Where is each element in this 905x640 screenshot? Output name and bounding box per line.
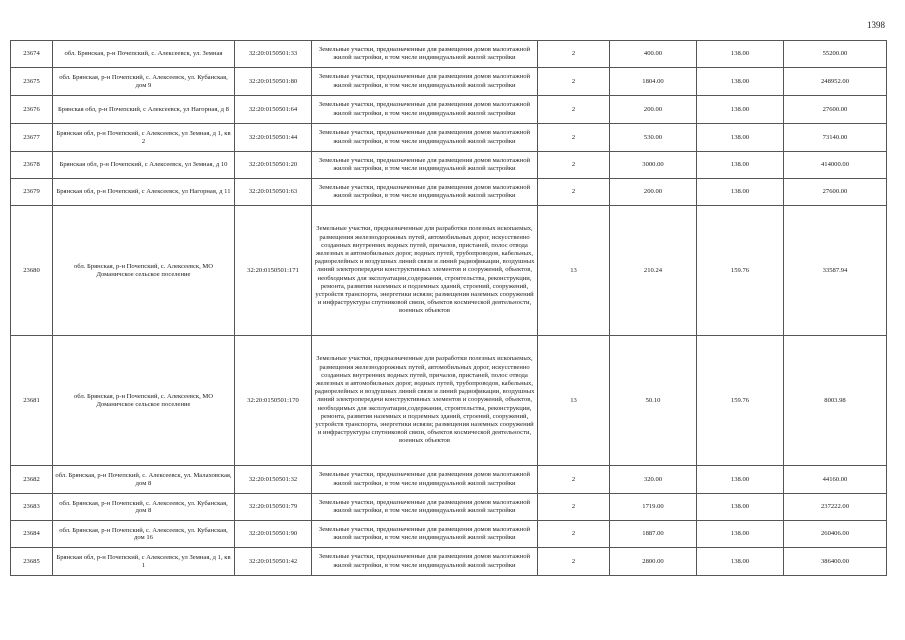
cell-cadastral-number: 32:20:0150501:64 — [235, 96, 312, 124]
cell-cadastral-number: 32:20:0150501:44 — [235, 124, 312, 152]
cell-cadastral-number: 32:20:0150501:32 — [235, 466, 312, 494]
cell-purpose: Земельные участки, предназначенные для размещения домов малоэтажной жилой застройки, в том числе индивидуальной жилой застройки — [312, 521, 538, 548]
cell-number: 23681 — [11, 336, 53, 466]
cell-purpose: Земельные участки, предназначенные для размещения домов малоэтажной жилой застройки, в том числе индивидуальной жилой застройки — [312, 179, 538, 206]
cell-area: 1804.00 — [610, 68, 697, 96]
cell-address: Брянская обл, р-н Почепский, с Алексеевск, ул Нагорная, д 11 — [53, 179, 235, 206]
cell-number: 23677 — [11, 124, 53, 152]
cell-area: 530.00 — [610, 124, 697, 152]
table-row — [11, 466, 887, 494]
cell-rate: 138.00 — [697, 152, 784, 179]
cell-cadastral-number: 32:20:0150501:80 — [235, 68, 312, 96]
table-row — [11, 68, 887, 96]
cell-purpose: Земельные участки, предназначенные для размещения домов малоэтажной жилой застройки, в том числе индивидуальной жилой застройки — [312, 494, 538, 521]
cell-rate: 159.76 — [697, 336, 784, 466]
cell-address: Брянская обл, р-н Почепский, с Алексеевск, ул Нагорная, д 8 — [53, 96, 235, 124]
cell-purpose: Земельные участки, предназначенные для размещения домов малоэтажной жилой застройки, в том числе индивидуальной жилой застройки — [312, 548, 538, 576]
cell-number: 23685 — [11, 548, 53, 576]
table-row — [11, 494, 887, 521]
cell-cadastral-number: 32:20:0150501:170 — [235, 336, 312, 466]
table-row — [11, 96, 887, 124]
cell-value: 237222.00 — [784, 494, 887, 521]
cell-purpose: Земельные участки, предназначенные для разработки полезных ископаемых, размещения железнодорожных путей, автомобильных дорог, искусственно созданных внутренних водных путей, причалов, пристаней, полос отвода железных и автомобильных дорог, водных путей, трубопроводов, кабельных, радиорелейных и воздушных линий связи и линий радиофикации, воздушных линий электропередачи конструктивных элементов и сооружений, объектов, необходимых для эксплуатации,содержания, строительства, реконструкции, ремонта, развития наземных и подземных зданий, строений, сооружений, устройств транспорта, энергетики исвязи; размещения наземных сооружений и инфраструктуры спутниковой связи, объектов космической деятельности, военных объектов — [312, 336, 538, 466]
cell-group-code: 2 — [538, 41, 610, 68]
cell-area: 50.10 — [610, 336, 697, 466]
cell-group-code: 2 — [538, 96, 610, 124]
cell-area: 1719.00 — [610, 494, 697, 521]
cell-purpose: Земельные участки, предназначенные для размещения домов малоэтажной жилой застройки, в том числе индивидуальной жилой застройки — [312, 96, 538, 124]
cell-value: 27600.00 — [784, 96, 887, 124]
cell-rate: 138.00 — [697, 466, 784, 494]
cell-number: 23676 — [11, 96, 53, 124]
cell-cadastral-number: 32:20:0150501:79 — [235, 494, 312, 521]
cell-group-code: 2 — [538, 68, 610, 96]
cell-group-code: 13 — [538, 206, 610, 336]
table-row — [11, 124, 887, 152]
cell-number: 23675 — [11, 68, 53, 96]
cell-group-code: 2 — [538, 466, 610, 494]
cell-area: 3000.00 — [610, 152, 697, 179]
table-row — [11, 336, 887, 466]
cell-address: обл. Брянская, р-н Почепский, с. Алексеевск, ул. Кубанская, дом 9 — [53, 68, 235, 96]
cell-number: 23679 — [11, 179, 53, 206]
cell-rate: 138.00 — [697, 96, 784, 124]
cell-address: обл. Брянская, р-н Почепский, с. Алексеевск, МО Доманичское сельское поселение — [53, 206, 235, 336]
cell-cadastral-number: 32:20:0150501:42 — [235, 548, 312, 576]
cell-rate: 138.00 — [697, 494, 784, 521]
cell-address: обл. Брянская, р-н Почепский, с. Алексеевск, ул. Кубанская, дом 16 — [53, 521, 235, 548]
table-row — [11, 41, 887, 68]
cell-purpose: Земельные участки, предназначенные для разработки полезных ископаемых, размещения железнодорожных путей, автомобильных дорог, искусственно созданных внутренних водных путей, причалов, пристаней, полос отвода железных и автомобильных дорог, водных путей, трубопроводов, кабельных, радиорелейных и воздушных линий связи и линий радиофикации, воздушных линий электропередачи конструктивных элементов и сооружений, объектов, необходимых для эксплуатации,содержания, строительства, реконструкции, ремонта, развития наземных и подземных зданий, строений, сооружений, устройств транспорта, энергетики исвязи; размещения наземных сооружений и инфраструктуры спутниковой связи, объектов космической деятельности, военных объектов — [312, 206, 538, 336]
cell-purpose: Земельные участки, предназначенные для размещения домов малоэтажной жилой застройки, в том числе индивидуальной жилой застройки — [312, 466, 538, 494]
cell-area: 1887.00 — [610, 521, 697, 548]
cell-cadastral-number: 32:20:0150501:33 — [235, 41, 312, 68]
cell-rate: 138.00 — [697, 179, 784, 206]
cell-number: 23678 — [11, 152, 53, 179]
table-row — [11, 548, 887, 576]
cell-group-code: 2 — [538, 548, 610, 576]
table-row — [11, 152, 887, 179]
cell-number: 23674 — [11, 41, 53, 68]
cell-group-code: 13 — [538, 336, 610, 466]
table-row — [11, 521, 887, 548]
cell-value: 248952.00 — [784, 68, 887, 96]
cell-rate: 138.00 — [697, 548, 784, 576]
table-row — [11, 206, 887, 336]
cell-number: 23683 — [11, 494, 53, 521]
cell-rate: 138.00 — [697, 41, 784, 68]
page-number: 1398 — [867, 20, 885, 30]
cell-area: 2800.00 — [610, 548, 697, 576]
cell-group-code: 2 — [538, 152, 610, 179]
cell-value: 8003.98 — [784, 336, 887, 466]
cell-purpose: Земельные участки, предназначенные для размещения домов малоэтажной жилой застройки, в том числе индивидуальной жилой застройки — [312, 124, 538, 152]
cell-area: 400.00 — [610, 41, 697, 68]
land-register-table — [10, 40, 887, 576]
cell-number: 23682 — [11, 466, 53, 494]
cell-address: Брянская обл, р-н Почепский, с Алексеевск, ул Земная, д 1, кв 2 — [53, 124, 235, 152]
cell-address: обл. Брянская, р-н Почепский, с. Алексеевск, МО Доманичское сельское поселение — [53, 336, 235, 466]
cell-cadastral-number: 32:20:0150501:90 — [235, 521, 312, 548]
cell-group-code: 2 — [538, 124, 610, 152]
cell-value: 55200.00 — [784, 41, 887, 68]
cell-cadastral-number: 32:20:0150501:20 — [235, 152, 312, 179]
cell-area: 200.00 — [610, 179, 697, 206]
table-row — [11, 179, 887, 206]
cell-value: 44160.00 — [784, 466, 887, 494]
cell-address: обл. Брянская, р-н Почепский, с. Алексеевск, ул. Земная — [53, 41, 235, 68]
table-body — [11, 41, 887, 576]
cell-group-code: 2 — [538, 521, 610, 548]
cell-address: обл. Брянская, р-н Почепский, с. Алексеевск, ул. Кубанская, дом 8 — [53, 494, 235, 521]
cell-number: 23680 — [11, 206, 53, 336]
cell-rate: 138.00 — [697, 124, 784, 152]
cell-group-code: 2 — [538, 179, 610, 206]
cell-value: 73140.00 — [784, 124, 887, 152]
cell-cadastral-number: 32:20:0150501:171 — [235, 206, 312, 336]
cell-rate: 138.00 — [697, 521, 784, 548]
cell-rate: 159.76 — [697, 206, 784, 336]
cell-value: 386400.00 — [784, 548, 887, 576]
cell-address: Брянская обл, р-н Почепский, с Алексеевск, ул Земная, д 10 — [53, 152, 235, 179]
cell-rate: 138.00 — [697, 68, 784, 96]
cell-purpose: Земельные участки, предназначенные для размещения домов малоэтажной жилой застройки, в том числе индивидуальной жилой застройки — [312, 152, 538, 179]
cell-area: 210.24 — [610, 206, 697, 336]
cell-value: 414000.00 — [784, 152, 887, 179]
cell-address: обл. Брянская, р-н Почепский, с. Алексеевск, ул. Малаховская, дом 8 — [53, 466, 235, 494]
cell-address: Брянская обл, р-н Почепский, с Алексеевск, ул Земная, д 1, кв 1 — [53, 548, 235, 576]
cell-number: 23684 — [11, 521, 53, 548]
cell-value: 27600.00 — [784, 179, 887, 206]
cell-purpose: Земельные участки, предназначенные для размещения домов малоэтажной жилой застройки, в том числе индивидуальной жилой застройки — [312, 41, 538, 68]
cell-cadastral-number: 32:20:0150501:63 — [235, 179, 312, 206]
cell-area: 200.00 — [610, 96, 697, 124]
cell-group-code: 2 — [538, 494, 610, 521]
cell-purpose: Земельные участки, предназначенные для размещения домов малоэтажной жилой застройки, в том числе индивидуальной жилой застройки — [312, 68, 538, 96]
cell-area: 320.00 — [610, 466, 697, 494]
cell-value: 33587.94 — [784, 206, 887, 336]
cell-value: 260406.00 — [784, 521, 887, 548]
